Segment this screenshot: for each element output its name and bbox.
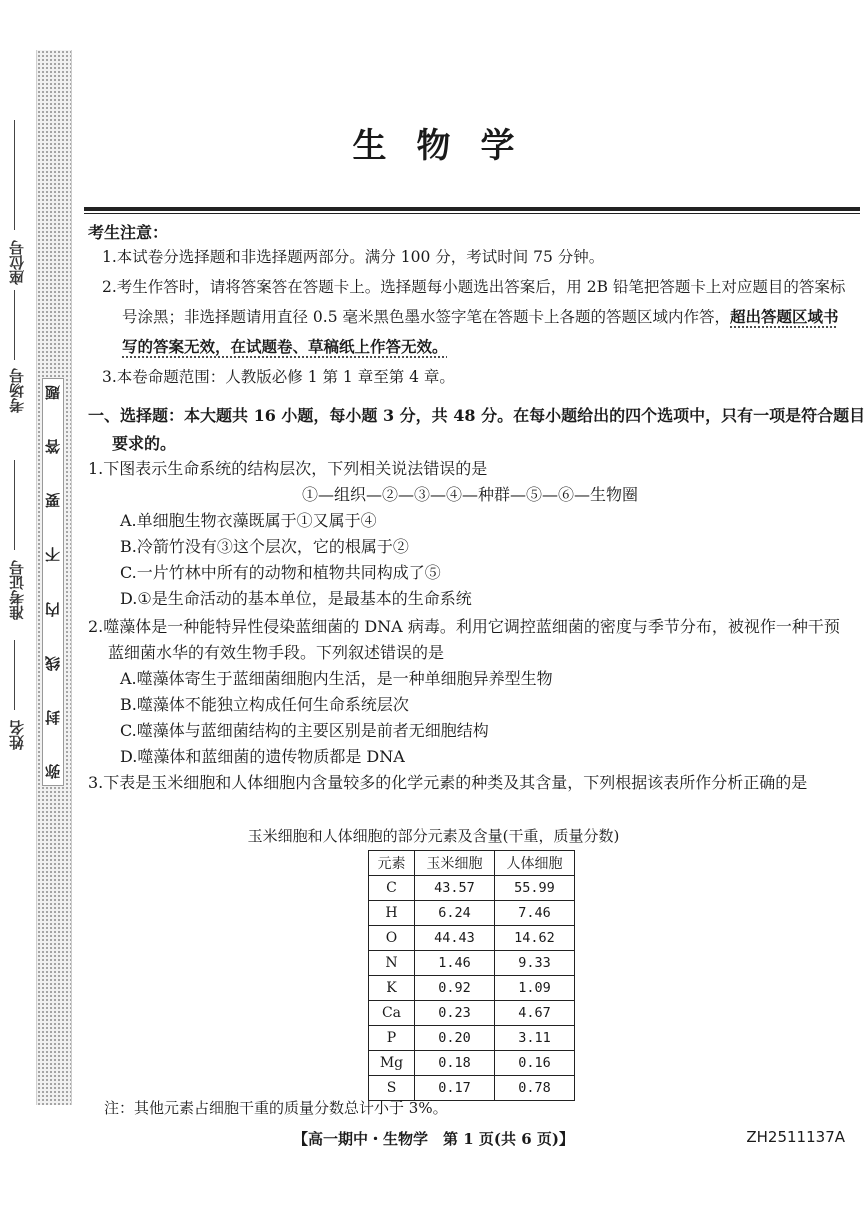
seal-char: 线 bbox=[43, 655, 62, 671]
seal-char: 弥 bbox=[43, 763, 62, 779]
option-b: B.冷箭竹没有③这个层次，它的根属于② bbox=[120, 537, 409, 556]
element-cell: H bbox=[369, 901, 415, 926]
seal-char: 封 bbox=[43, 709, 62, 725]
name-label: 姓名 bbox=[8, 720, 26, 750]
corn-value-cell: 0.17 bbox=[415, 1076, 495, 1101]
element-table bbox=[368, 850, 575, 1101]
table-row bbox=[369, 901, 575, 926]
seal-char: 答 bbox=[43, 439, 62, 455]
table-row bbox=[369, 951, 575, 976]
question-3 bbox=[88, 770, 852, 796]
table-row bbox=[369, 976, 575, 1001]
table-title: 玉米细胞和人体细胞的部分元素及含量(干重，质量分数) bbox=[247, 827, 620, 845]
table-note: 注：其他元素占细胞干重的质量分数总计小于 3%。 bbox=[104, 1099, 448, 1117]
header-rule-thin bbox=[84, 213, 860, 214]
seat-number-label: 座位号 bbox=[8, 240, 26, 285]
exam-room-line bbox=[14, 290, 15, 360]
table-row bbox=[369, 926, 575, 951]
element-cell: C bbox=[369, 876, 415, 901]
table-header-row bbox=[369, 851, 575, 876]
option-a: A.单细胞生物衣藻既属于①又属于④ bbox=[120, 511, 377, 530]
paper-code: ZH2511137A bbox=[746, 1128, 845, 1146]
table-row bbox=[369, 1026, 575, 1051]
human-value-cell: 9.33 bbox=[495, 951, 575, 976]
corn-value-cell: 0.23 bbox=[415, 1001, 495, 1026]
element-cell: Mg bbox=[369, 1051, 415, 1076]
seal-char: 不 bbox=[43, 547, 62, 563]
column-header: 人体细胞 bbox=[495, 851, 575, 876]
admission-number-label: 准考证号 bbox=[8, 560, 26, 620]
notice-item-text: 2.考生作答时，请将答案答在答题卡上。选择题每小题选出答案后，用 2B 铅笔把答题卡上对应题目的答案标号涂黑；非选择题请用直径 0.5 毫米黑色墨水签字笔在答题卡上各题的答题区域内作答， bbox=[102, 278, 846, 326]
element-cell: N bbox=[369, 951, 415, 976]
corn-value-cell: 43.57 bbox=[415, 876, 495, 901]
human-value-cell: 4.67 bbox=[495, 1001, 575, 1026]
corn-value-cell: 44.43 bbox=[415, 926, 495, 951]
seal-char: 题 bbox=[43, 385, 62, 400]
option-b: B.噬藻体不能独立构成任何生命系统层次 bbox=[120, 695, 409, 714]
notice-item bbox=[88, 272, 852, 362]
hierarchy-chain: ①—组织—②—③—④—种群—⑤—⑥—生物圈 bbox=[301, 485, 638, 504]
notice-item: 1.本试卷分选择题和非选择题两部分。满分 100 分，考试时间 75 分钟。 bbox=[102, 248, 605, 266]
element-cell: Ca bbox=[369, 1001, 415, 1026]
corn-value-cell: 0.20 bbox=[415, 1026, 495, 1051]
question-stem: 1.下图表示生命系统的结构层次，下列相关说法错误的是 bbox=[88, 459, 488, 478]
human-value-cell: 3.11 bbox=[495, 1026, 575, 1051]
corn-value-cell: 0.92 bbox=[415, 976, 495, 1001]
human-value-cell: 0.16 bbox=[495, 1051, 575, 1076]
human-value-cell: 1.09 bbox=[495, 976, 575, 1001]
table-row bbox=[369, 876, 575, 901]
admission-number-line bbox=[14, 460, 15, 550]
notice-item: 3.本卷命题范围：人教版必修 1 第 1 章至第 4 章。 bbox=[102, 368, 455, 386]
element-cell: K bbox=[369, 976, 415, 1001]
table-row bbox=[369, 1051, 575, 1076]
exam-room-label: 考场号 bbox=[8, 368, 26, 413]
human-value-cell: 55.99 bbox=[495, 876, 575, 901]
option-a: A.噬藻体寄生于蓝细菌细胞内生活，是一种单细胞异养型生物 bbox=[120, 669, 553, 688]
column-header: 元素 bbox=[369, 851, 415, 876]
question-1 bbox=[88, 456, 852, 612]
option-d: D.噬藻体和蓝细菌的遗传物质都是 DNA bbox=[120, 747, 405, 766]
seal-line-notice bbox=[42, 378, 64, 786]
name-line bbox=[14, 640, 15, 710]
human-value-cell: 7.46 bbox=[495, 901, 575, 926]
human-value-cell: 14.62 bbox=[495, 926, 575, 951]
corn-value-cell: 6.24 bbox=[415, 901, 495, 926]
corn-value-cell: 0.18 bbox=[415, 1051, 495, 1076]
human-value-cell: 0.78 bbox=[495, 1076, 575, 1101]
section-heading: 一、选择题：本大题共 16 小题，每小题 3 分，共 48 分。在每小题给出的四个选项中，只有一项是符合题目要求的。 bbox=[88, 406, 866, 453]
header-rule bbox=[84, 207, 860, 211]
element-cell: O bbox=[369, 926, 415, 951]
table-row bbox=[369, 1001, 575, 1026]
option-c: C.一片竹林中所有的动物和植物共同构成了⑤ bbox=[120, 563, 441, 582]
notice-emphasis: 超出答题区域书写的答案无效，在试题卷、草稿纸上作答无效。 bbox=[122, 307, 839, 356]
corn-value-cell: 1.46 bbox=[415, 951, 495, 976]
seal-char: 内 bbox=[43, 601, 62, 617]
element-cell: S bbox=[369, 1076, 415, 1101]
page-footer: 【高一期中・生物学 第 1 页(共 6 页)】 bbox=[293, 1130, 574, 1148]
notice-list bbox=[88, 242, 852, 392]
notice-heading: 考生注意： bbox=[88, 223, 169, 242]
question-2 bbox=[88, 614, 852, 770]
seal-char: 要 bbox=[43, 493, 62, 509]
element-cell: P bbox=[369, 1026, 415, 1051]
option-d: D.①是生命活动的基本单位，是最基本的生命系统 bbox=[120, 589, 472, 608]
page-title: 生物学 bbox=[352, 126, 545, 166]
question-stem: 3.下表是玉米细胞和人体细胞内含量较多的化学元素的种类及其含量，下列根据该表所作分析正确的是 bbox=[88, 773, 808, 792]
column-header: 玉米细胞 bbox=[415, 851, 495, 876]
question-stem: 2.噬藻体是一种能特异性侵染蓝细菌的 DNA 病毒。利用它调控蓝细菌的密度与季节分布，被视作一种干预蓝细菌水华的有效生物手段。下列叙述错误的是 bbox=[88, 617, 840, 662]
option-c: C.噬藻体与蓝细菌结构的主要区别是前者无细胞结构 bbox=[120, 721, 489, 740]
